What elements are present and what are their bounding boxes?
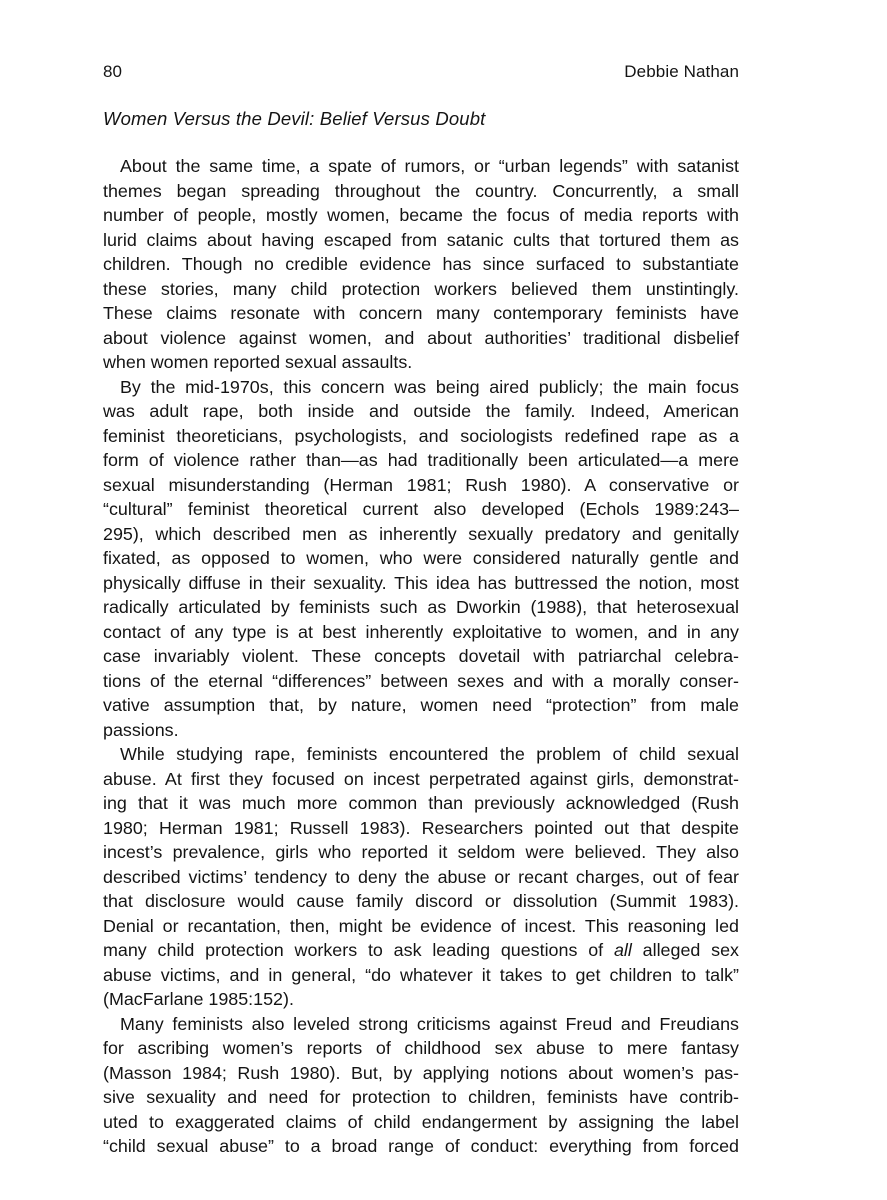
text-line: tions of the eternal “differences” between sexes and with a morally conser- [103, 670, 739, 691]
text-segment: alleged sex [631, 940, 739, 960]
page-number: 80 [103, 62, 122, 81]
text-line: feminist theoreticians, psychologists, and sociologists redefined rape as a [103, 425, 739, 446]
text-line: number of people, mostly women, became the focus of media reports with [103, 205, 739, 225]
running-head [103, 60, 739, 84]
paragraph-3 [103, 742, 739, 1012]
text-line: abuse victims, and in general, “do whatever it takes to get children to talk” [103, 964, 739, 985]
body-text [103, 154, 739, 1159]
text-line: ing that it was much more common than previously acknowledged (Rush [103, 793, 739, 813]
text-line: these stories, many child protection workers believed them unstintingly. [103, 278, 739, 299]
text-line: While studying rape, feminists encountered the problem of child sexual [120, 744, 739, 764]
text-line: that disclosure would cause family discord or dissolution (Summit 1983). [103, 891, 739, 911]
section-heading: Women Versus the Devil: Belief Versus Doubt [103, 108, 486, 129]
text-line: (MacFarlane 1985:152). [103, 989, 294, 1009]
text-line: incest’s prevalence, girls who reported it seldom were believed. They also [103, 842, 739, 862]
text-line: contact of any type is at best inherently exploitative to women, and in any [103, 621, 739, 642]
text-line: physically diffuse in their sexuality. This idea has buttressed the notion, most [103, 572, 739, 593]
text-line: (Masson 1984; Rush 1980). But, by applying notions about women’s pas- [103, 1062, 739, 1083]
text-line: themes began spreading throughout the country. Concurrently, a small [103, 180, 739, 201]
paragraph-4 [103, 1012, 739, 1159]
text-line: case invariably violent. These concepts dovetail with patriarchal celebra- [103, 646, 739, 666]
text-line: abuse. At first they focused on incest perpetrated against girls, demonstrat- [103, 768, 739, 789]
text-line: These claims resonate with concern many contemporary feminists have [103, 303, 739, 323]
text-segment: many child protection workers to ask leading questions of [103, 940, 614, 960]
text-line: form of violence rather than—as had traditionally been articulated—a mere [103, 450, 739, 470]
text-line: By the mid-1970s, this concern was being aired publicly; the main focus [120, 376, 739, 397]
text-line: “cultural” feminist theoretical current also developed (Echols 1989:243– [103, 499, 739, 519]
text-line: about violence against women, and about authorities’ traditional disbelief [103, 327, 739, 348]
text-line: vative assumption that, by nature, women need “protection” from male [103, 695, 739, 715]
text-line: children. Though no credible evidence has since surfaced to substantiate [103, 254, 739, 274]
text-line: radically articulated by feminists such as Dworkin (1988), that heterosexual [103, 597, 739, 617]
text-line: Denial or recantation, then, might be evidence of incest. This reasoning led [103, 915, 739, 936]
text-line: “child sexual abuse” to a broad range of conduct: everything from forced [103, 1136, 739, 1156]
text-line: passions. [103, 719, 179, 740]
paragraph-1 [103, 154, 739, 375]
text-line: was adult rape, both inside and outside the family. Indeed, American [103, 401, 739, 421]
text-line: fixated, as opposed to women, who were considered naturally gentle and [103, 548, 739, 568]
text-line: Many feminists also leveled strong criticisms against Freud and Freudians [120, 1013, 739, 1034]
text-line: lurid claims about having escaped from satanic cults that tortured them as [103, 229, 739, 250]
text-line: for ascribing women’s reports of childhood sex abuse to mere fantasy [103, 1038, 739, 1058]
text-line: sive sexuality and need for protection to children, feminists have contrib- [103, 1087, 739, 1107]
text-line: 1980; Herman 1981; Russell 1983). Researchers pointed out that despite [103, 817, 739, 838]
text-line: sexual misunderstanding (Herman 1981; Rush 1980). A conservative or [103, 474, 739, 495]
text-line: described victims’ tendency to deny the abuse or recant charges, out of fear [103, 866, 739, 887]
text-line: uted to exaggerated claims of child endangerment by assigning the label [103, 1111, 739, 1132]
text-line-with-emphasis [103, 938, 739, 963]
author-name: Debbie Nathan [624, 62, 739, 81]
text-line: About the same time, a spate of rumors, or “urban legends” with satanist [120, 156, 739, 176]
paragraph-2 [103, 375, 739, 743]
text-line: 295), which described men as inherently sexually predatory and genitally [103, 523, 739, 544]
text-line: when women reported sexual assaults. [103, 352, 413, 372]
emphasized-word: all [613, 940, 632, 960]
